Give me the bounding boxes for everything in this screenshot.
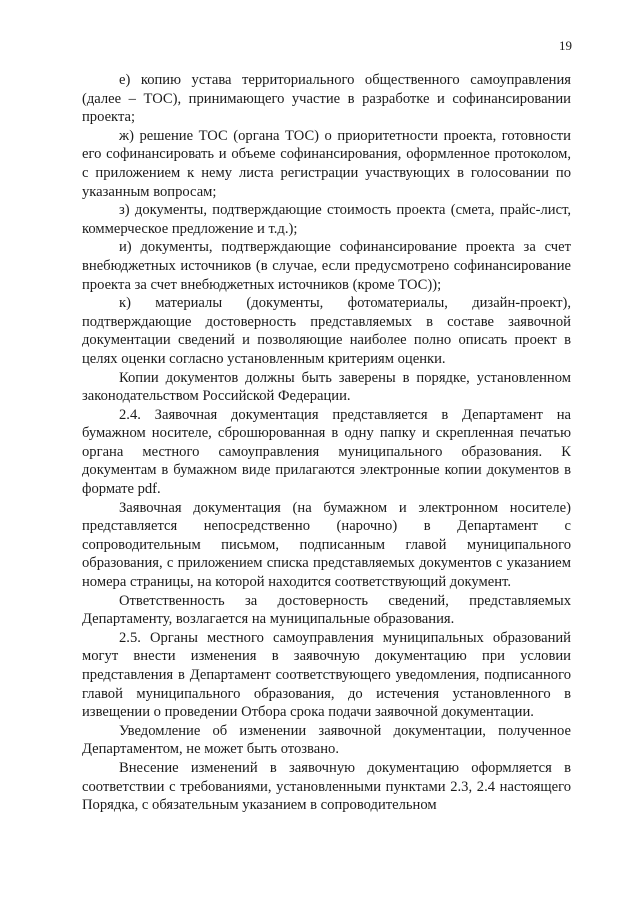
paragraph-section-2-4: 2.4. Заявочная документация представляется в Департамент на бумажном носителе, сброшюрованная в одну папку и скрепленная печатью органа местного самоуправления муниципального образования. К документам в бумажном виде прилагаются электронные копии документов в формате pdf. [82, 406, 571, 498]
document-body [82, 71, 571, 815]
paragraph-item-e: е) копию устава территориального общественного самоуправления (далее – ТОС), принимающего участие в разработке и софинансировании проекта; [82, 72, 571, 126]
paragraph-item-k: к) материалы (документы, фотоматериалы, дизайн-проект), подтверждающие достоверность представляемых в составе заявочной документации сведений и позволяющие наиболее полно описать проект в целях оценки согласно установленным критериям оценки. [82, 295, 571, 367]
paragraph-submission: Заявочная документация (на бумажном и электронном носителе) представляется непосредственно (нарочно) в Департамент с сопроводительным письмом, подписанным главой муниципального образования, с приложением списка представляемых документов с указанием номера страницы, на которой находится соответствующий документ. [82, 499, 571, 591]
page-number: 19 [559, 38, 572, 53]
paragraph-responsibility: Ответственность за достоверность сведений, представляемых Департаменту, возлагается на муниципальные образования. [82, 592, 571, 628]
paragraph-changes: Внесение изменений в заявочную документацию оформляется в соответствии с требованиями, установленными пунктами 2.3, 2.4 настоящего Порядка, с обязательным указанием в сопроводительном [82, 759, 571, 814]
paragraph-notification: Уведомление об изменении заявочной документации, полученное Департаментом, не может быть отозвано. [82, 722, 571, 758]
paragraph-item-zh: ж) решение ТОС (органа ТОС) о приоритетности проекта, готовности его софинансировать и объеме софинансирования, оформленное протоколом, с приложением к нему листа регистрации участвующих в голосовании по указанным вопросам; [82, 127, 571, 200]
paragraph-item-z: з) документы, подтверждающие стоимость проекта (смета, прайс-лист, коммерческое предложение и т.д.); [82, 202, 571, 237]
paragraph-item-i: и) документы, подтверждающие софинансирование проекта за счет внебюджетных источников (в случае, если предусмотрено софинансирование проекта за счет внебюджетных источников (кроме ТОС)); [82, 239, 571, 293]
paragraph-copies-certification: Копии документов должны быть заверены в порядке, установленном законодательством Российской Федерации. [82, 369, 571, 405]
paragraph-section-2-5: 2.5. Органы местного самоуправления муниципальных образований могут внести изменения в заявочную документацию при условии представления в Департамент соответствующего уведомления, подписанного главой муниципального образования, до истечения установленного в извещении о проведении Отбора срока подачи заявочной документации. [82, 629, 571, 721]
